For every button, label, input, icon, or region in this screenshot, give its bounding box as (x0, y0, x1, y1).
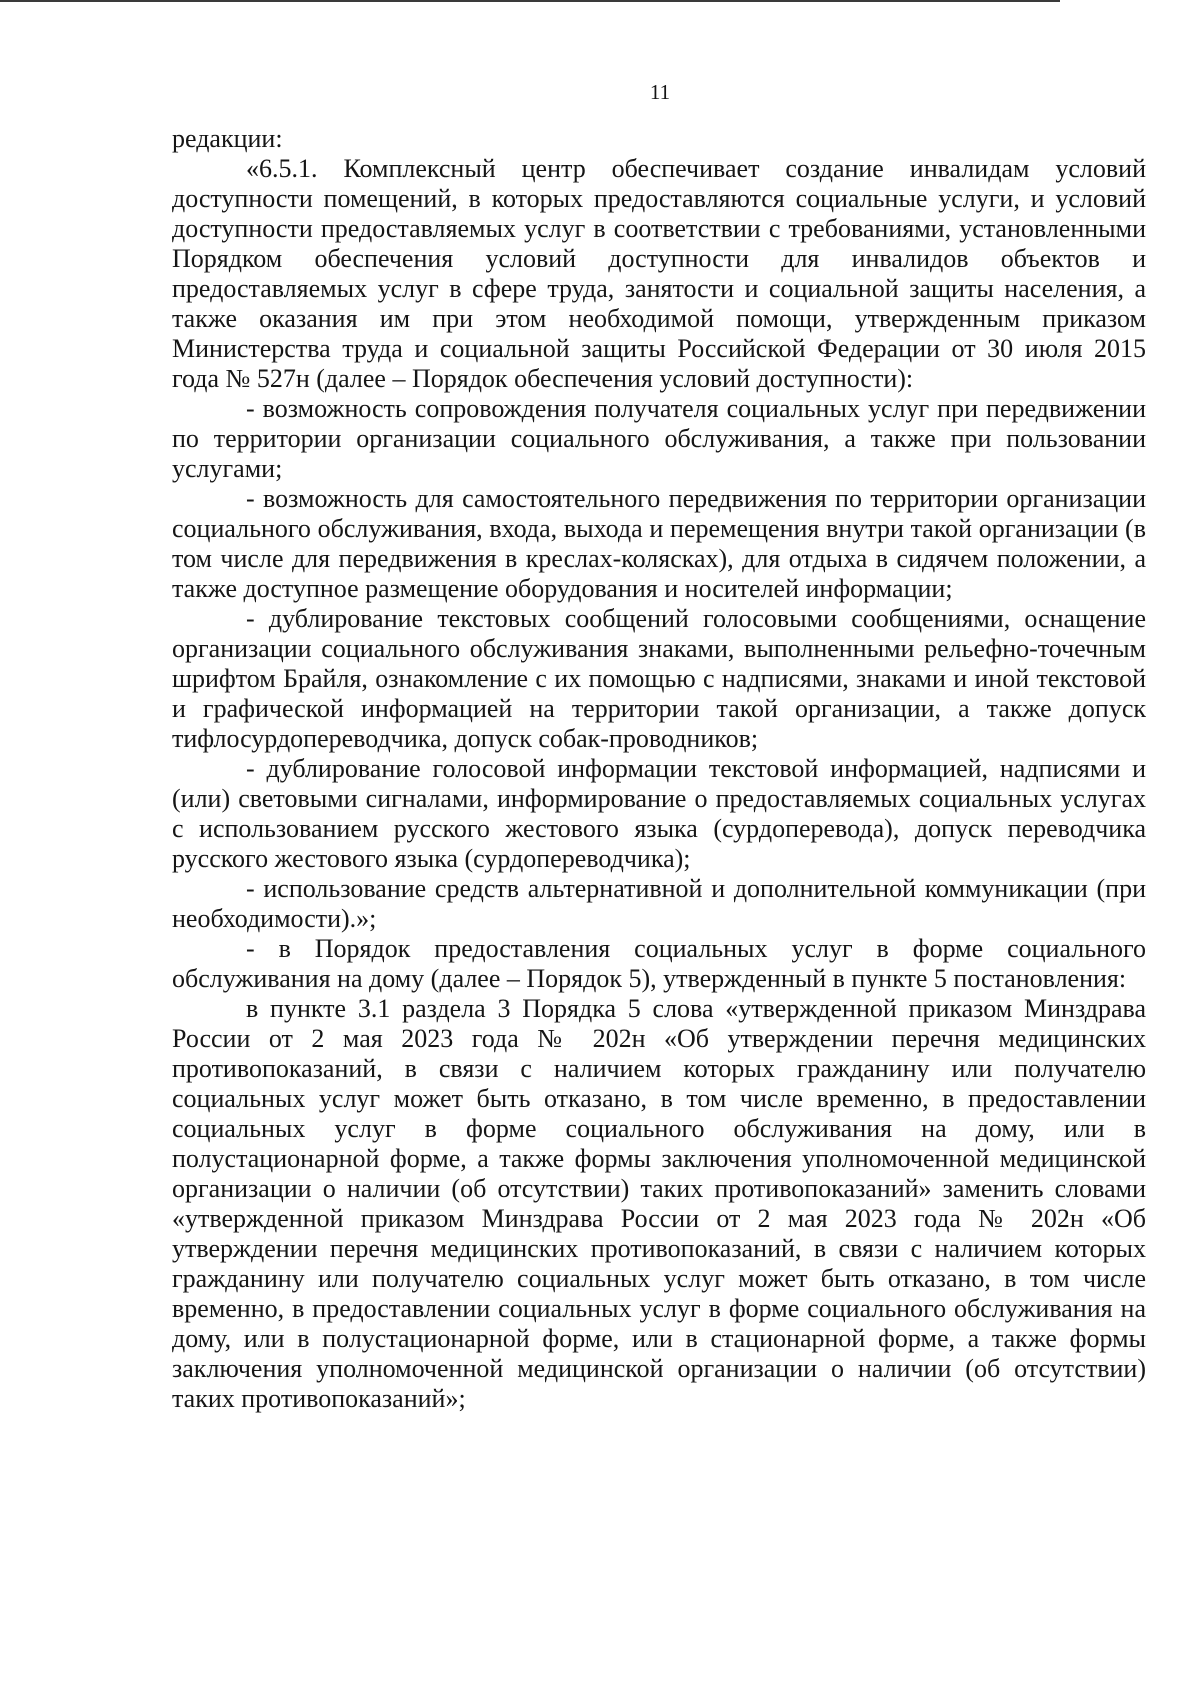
paragraph-continuation: редакции: (172, 124, 283, 153)
paragraph-6-5-1: «6.5.1. Комплексный центр обеспечивает создание инвалидам условий доступности помещений, в которых предоставляются социальные услуги, и условий доступности предоставляемых услуг в соответствии с требованиями, установленными Порядком обеспечения условий доступности для инвалидов объектов и предоставляемых услуг в сфере труда, занятости и социальной защиты населения, а также оказания им при этом необходимой помощи, утвержденным приказом Министерства труда и социальной защиты Российской Федерации от 30 июля 2015 года № 527н (далее – Порядок обеспечения условий доступности): (172, 154, 1146, 393)
list-item-alternative-communication: - использование средств альтернативной и дополнительной коммуникации (при необходимости).»; (172, 874, 1146, 933)
list-item-escort: - возможность сопровождения получателя социальных услуг при передвижении по территории организации социального обслуживания, а также при пользовании услугами; (172, 394, 1146, 483)
top-border-line (0, 0, 1060, 2)
paragraph-point-3-1: в пункте 3.1 раздела 3 Порядка 5 слова «утвержденной приказом Минздрава России от 2 мая 2023 года № 202н «Об утверждении перечня медицинских противопоказаний, в связи с наличием которых гражданину или получателю социальных услуг может быть отказано, в том числе временно, в предоставлении социальных услуг в форме социального обслуживания на дому, или в полустационарной форме, а также формы заключения уполномоченной медицинской организации о наличии (об отсутствии) таких противопоказаний» заменить словами «утвержденной приказом Минздрава России от 2 мая 2023 года № 202н «Об утверждении перечня медицинских противопоказаний, в связи с наличием которых гражданину или получателю социальных услуг может быть отказано, в том числе временно, в предоставлении социальных услуг в форме социального обслуживания на дому, или в полустационарной форме, или в стационарной форме, а также формы заключения уполномоченной медицинской организации о наличии (об отсутствии) таких противопоказаний»; (172, 994, 1146, 1413)
list-item-text-duplication: - дублирование текстовых сообщений голосовыми сообщениями, оснащение организации социального обслуживания знаками, выполненными рельефно-точечным шрифтом Брайля, ознакомление с их помощью с надписями, знаками и иной текстовой и графической информацией на территории такой организации, а также допуск тифлосурдопереводчика, допуск собак-проводников; (172, 604, 1146, 753)
list-item-independent-movement: - возможность для самостоятельного передвижения по территории организации социального обслуживания, входа, выхода и перемещения внутри такой организации (в том числе для передвижения в креслах-колясках), для отдыха в сидячем положении, а также доступное размещение оборудования и носителей информации; (172, 484, 1146, 603)
page-number: 11 (649, 80, 671, 104)
document-body (172, 124, 1146, 1414)
list-item-voice-duplication: - дублирование голосовой информации текстовой информацией, надписями и (или) световыми сигналами, информирование о предоставляемых социальных услугах с использованием русского жестового языка (сурдоперевода), допуск переводчика русского жестового языка (сурдопереводчика); (172, 754, 1146, 873)
paragraph-order-5-amendment: - в Порядок предоставления социальных услуг в форме социального обслуживания на дому (далее – Порядок 5), утвержденный в пункте 5 постановления: (172, 934, 1146, 993)
